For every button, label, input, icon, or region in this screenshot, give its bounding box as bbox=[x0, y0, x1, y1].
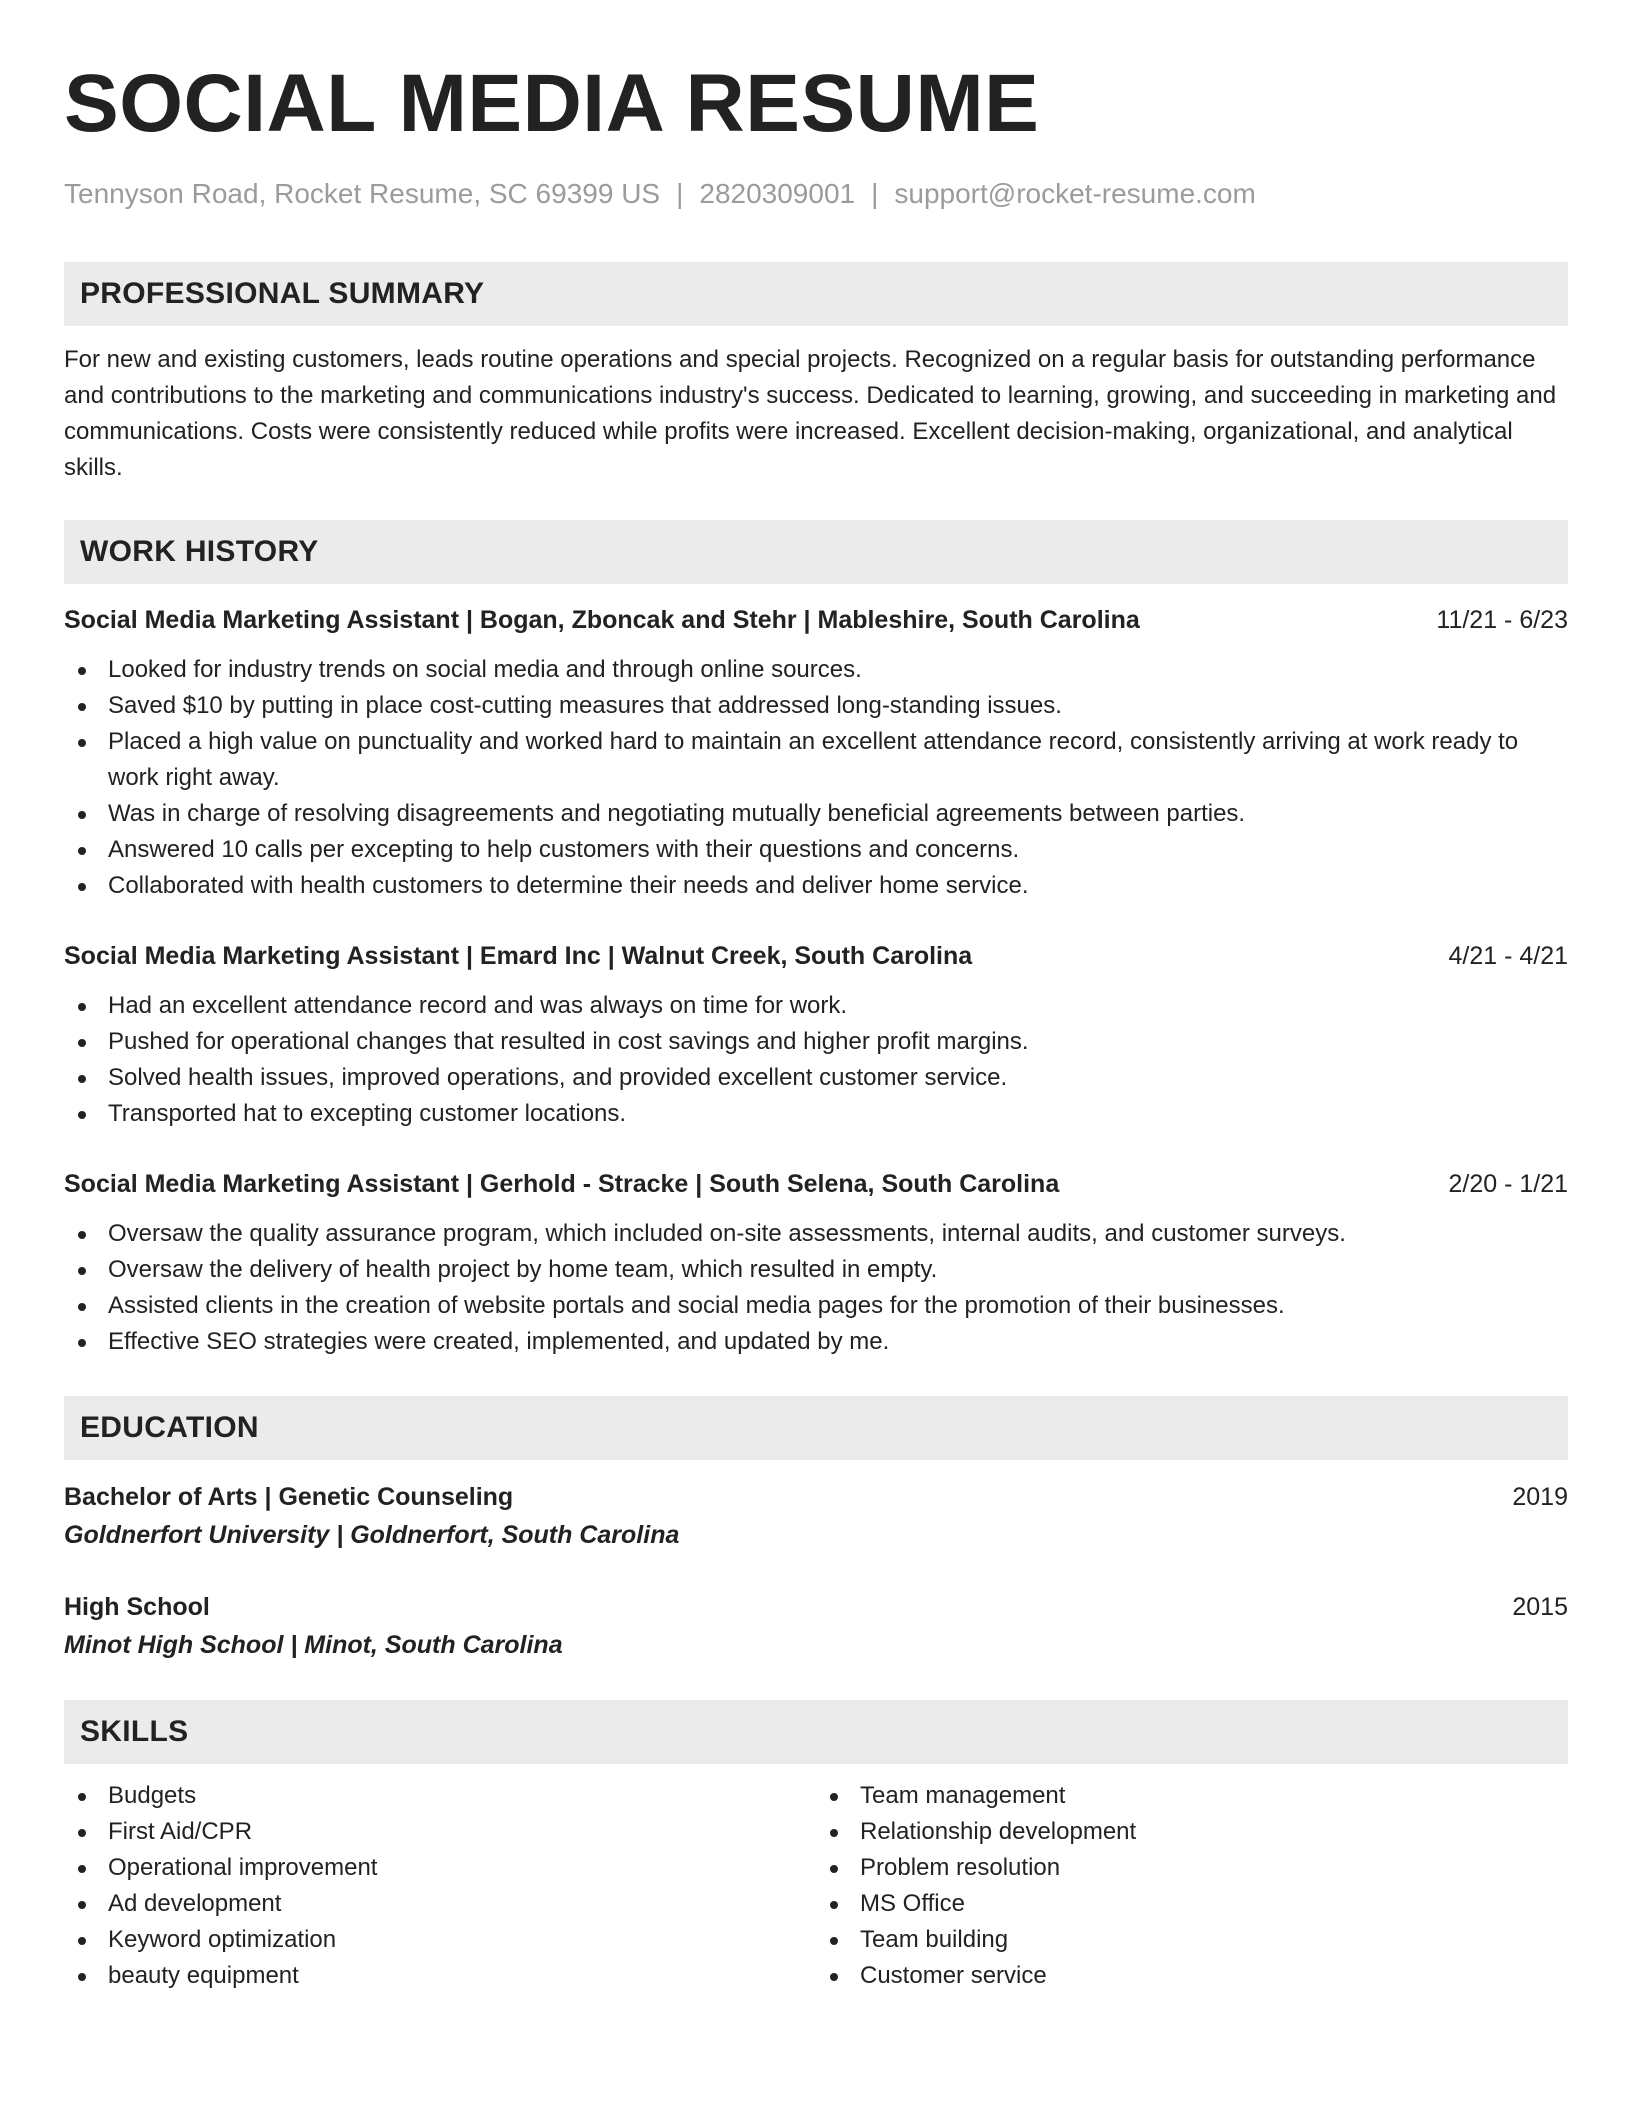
skill-text: MS Office bbox=[860, 1890, 965, 1917]
job-bullet bbox=[64, 1216, 1568, 1252]
job-bullet-list bbox=[64, 988, 1568, 1132]
job-header bbox=[64, 602, 1568, 638]
contact-email: support@rocket-resume.com bbox=[894, 178, 1256, 209]
bullet-icon bbox=[830, 1973, 838, 1981]
job-bullet-text: Solved health issues, improved operations, and provided excellent customer service. bbox=[108, 1064, 1008, 1091]
job-bullet-text: Effective SEO strategies were created, implemented, and updated by me. bbox=[108, 1328, 890, 1355]
bullet-icon bbox=[78, 1829, 86, 1837]
bullet-icon bbox=[78, 1231, 86, 1239]
job-bullet bbox=[64, 796, 1568, 832]
contact-phone: 2820309001 bbox=[699, 178, 856, 209]
skill-item bbox=[816, 1814, 1568, 1850]
skill-item bbox=[64, 1778, 816, 1814]
skills-column-left bbox=[64, 1778, 816, 1994]
bullet-icon bbox=[78, 883, 86, 891]
job-bullet bbox=[64, 1024, 1568, 1060]
job-bullet bbox=[64, 1324, 1568, 1360]
skill-text: Keyword optimization bbox=[108, 1926, 337, 1953]
job-bullet bbox=[64, 832, 1568, 868]
skill-item bbox=[816, 1886, 1568, 1922]
job-bullet-text: Pushed for operational changes that resulted in cost savings and higher profit margins. bbox=[108, 1028, 1029, 1055]
skill-text: Relationship development bbox=[860, 1818, 1137, 1845]
job-bullet bbox=[64, 652, 1568, 688]
skill-text: Team management bbox=[860, 1782, 1066, 1809]
job-bullet-list bbox=[64, 652, 1568, 904]
skill-text: Ad development bbox=[108, 1890, 282, 1917]
job-bullet bbox=[64, 688, 1568, 724]
skill-text: Budgets bbox=[108, 1782, 197, 1809]
bullet-icon bbox=[78, 811, 86, 819]
job-bullet bbox=[64, 1096, 1568, 1132]
skill-item bbox=[816, 1778, 1568, 1814]
job-entry bbox=[64, 602, 1568, 904]
education-entry bbox=[64, 1478, 1568, 1554]
bullet-icon bbox=[78, 847, 86, 855]
job-bullet bbox=[64, 988, 1568, 1024]
job-title: Social Media Marketing Assistant | Bogan, Zboncak and Stehr | Mableshire, South Carolina bbox=[64, 606, 1140, 634]
bullet-icon bbox=[78, 1003, 86, 1011]
job-bullet-text: Placed a high value on punctuality and worked hard to maintain an excellent attendance record, consistently arriving at work ready to work right away. bbox=[108, 728, 1519, 791]
work-history-heading: WORK HISTORY bbox=[64, 520, 1568, 584]
bullet-icon bbox=[78, 1111, 86, 1119]
job-entry bbox=[64, 1166, 1568, 1360]
bullet-icon bbox=[78, 1901, 86, 1909]
education-section bbox=[64, 1396, 1568, 1664]
bullet-icon bbox=[78, 739, 86, 747]
bullet-icon bbox=[78, 1937, 86, 1945]
skill-text: Operational improvement bbox=[108, 1854, 378, 1881]
skills-list bbox=[816, 1778, 1568, 1994]
job-bullet-text: Saved $10 by putting in place cost-cutting measures that addressed long-standing issues. bbox=[108, 692, 1062, 719]
job-bullet-text: Collaborated with health customers to determine their needs and deliver home service. bbox=[108, 872, 1029, 899]
skill-item bbox=[64, 1958, 816, 1994]
contact-separator: | bbox=[871, 178, 879, 209]
bullet-icon bbox=[78, 1303, 86, 1311]
job-title: Social Media Marketing Assistant | Emard Inc | Walnut Creek, South Carolina bbox=[64, 942, 973, 970]
bullet-icon bbox=[78, 667, 86, 675]
bullet-icon bbox=[78, 703, 86, 711]
bullet-icon bbox=[78, 1793, 86, 1801]
job-bullet-list bbox=[64, 1216, 1568, 1360]
summary-heading: PROFESSIONAL SUMMARY bbox=[64, 262, 1568, 326]
resume-title: SOCIAL MEDIA RESUME bbox=[64, 58, 1040, 149]
skill-item bbox=[64, 1886, 816, 1922]
bullet-icon bbox=[830, 1829, 838, 1837]
bullet-icon bbox=[830, 1937, 838, 1945]
summary-text: For new and existing customers, leads routine operations and special projects. Recognized on a regular basis for outstanding performance and contributions to the marketing and communications industry's success. Dedicated to learning, growing, and succeeding in marketing and communications. Costs were consistently reduced while profits were increased. Excellent decision-making, organizational, and analytical skills. bbox=[64, 346, 1557, 481]
contact-separator: | bbox=[676, 178, 684, 209]
skills-grid bbox=[64, 1778, 1568, 1994]
bullet-icon bbox=[78, 1039, 86, 1047]
contact-address: Tennyson Road, Rocket Resume, SC 69399 US bbox=[64, 178, 661, 209]
skill-item bbox=[64, 1814, 816, 1850]
job-bullet-text: Oversaw the quality assurance program, which included on-site assessments, internal audits, and customer surveys. bbox=[108, 1220, 1346, 1247]
bullet-icon bbox=[78, 1267, 86, 1275]
education-year: 2019 bbox=[1512, 1483, 1568, 1511]
job-bullet bbox=[64, 868, 1568, 904]
job-dates: 2/20 - 1/21 bbox=[1448, 1170, 1568, 1198]
skill-item bbox=[816, 1922, 1568, 1958]
skill-item bbox=[64, 1850, 816, 1886]
skill-text: Problem resolution bbox=[860, 1854, 1061, 1881]
bullet-icon bbox=[78, 1339, 86, 1347]
job-header bbox=[64, 1166, 1568, 1202]
education-entry bbox=[64, 1588, 1568, 1664]
skill-item bbox=[816, 1850, 1568, 1886]
job-entry bbox=[64, 938, 1568, 1132]
bullet-icon bbox=[78, 1865, 86, 1873]
skills-heading: SKILLS bbox=[64, 1700, 1568, 1764]
skill-text: Team building bbox=[860, 1926, 1009, 1953]
skill-text: beauty equipment bbox=[108, 1962, 299, 1989]
job-title: Social Media Marketing Assistant | Gerhold - Stracke | South Selena, South Carolina bbox=[64, 1170, 1060, 1198]
job-bullet-text: Assisted clients in the creation of website portals and social media pages for the promotion of their businesses. bbox=[108, 1292, 1285, 1319]
bullet-icon bbox=[78, 1075, 86, 1083]
education-degree: High School bbox=[64, 1593, 210, 1621]
job-bullet-text: Was in charge of resolving disagreements and negotiating mutually beneficial agreements between parties. bbox=[108, 800, 1246, 827]
summary-section bbox=[64, 262, 1568, 486]
job-dates: 4/21 - 4/21 bbox=[1448, 942, 1568, 970]
skill-item bbox=[64, 1922, 816, 1958]
job-bullet bbox=[64, 1252, 1568, 1288]
job-bullet bbox=[64, 1288, 1568, 1324]
job-bullet bbox=[64, 724, 1568, 796]
job-dates: 11/21 - 6/23 bbox=[1436, 606, 1568, 634]
job-bullet-text: Answered 10 calls per excepting to help customers with their questions and concerns. bbox=[108, 836, 1020, 863]
job-bullet-text: Transported hat to excepting customer locations. bbox=[108, 1100, 627, 1127]
work-history-section bbox=[64, 520, 1568, 1360]
job-bullet-text: Had an excellent attendance record and was always on time for work. bbox=[108, 992, 848, 1019]
job-header bbox=[64, 938, 1568, 974]
job-bullet-text: Looked for industry trends on social media and through online sources. bbox=[108, 656, 862, 683]
education-degree: Bachelor of Arts | Genetic Counseling bbox=[64, 1483, 514, 1511]
skills-column-right bbox=[816, 1778, 1568, 1994]
education-heading: EDUCATION bbox=[64, 1396, 1568, 1460]
bullet-icon bbox=[830, 1865, 838, 1873]
skill-text: First Aid/CPR bbox=[108, 1818, 253, 1845]
education-year: 2015 bbox=[1512, 1593, 1568, 1621]
job-bullet-text: Oversaw the delivery of health project by home team, which resulted in empty. bbox=[108, 1256, 938, 1283]
bullet-icon bbox=[830, 1793, 838, 1801]
education-school: Minot High School | Minot, South Carolina bbox=[64, 1631, 563, 1659]
bullet-icon bbox=[78, 1973, 86, 1981]
bullet-icon bbox=[830, 1901, 838, 1909]
education-header bbox=[64, 1478, 1568, 1516]
skills-list bbox=[64, 1778, 816, 1994]
skill-item bbox=[816, 1958, 1568, 1994]
skills-section bbox=[64, 1700, 1568, 1994]
education-header bbox=[64, 1588, 1568, 1626]
job-bullet bbox=[64, 1060, 1568, 1096]
contact-info bbox=[64, 176, 1568, 212]
skill-text: Customer service bbox=[860, 1962, 1047, 1989]
education-school: Goldnerfort University | Goldnerfort, South Carolina bbox=[64, 1521, 680, 1549]
